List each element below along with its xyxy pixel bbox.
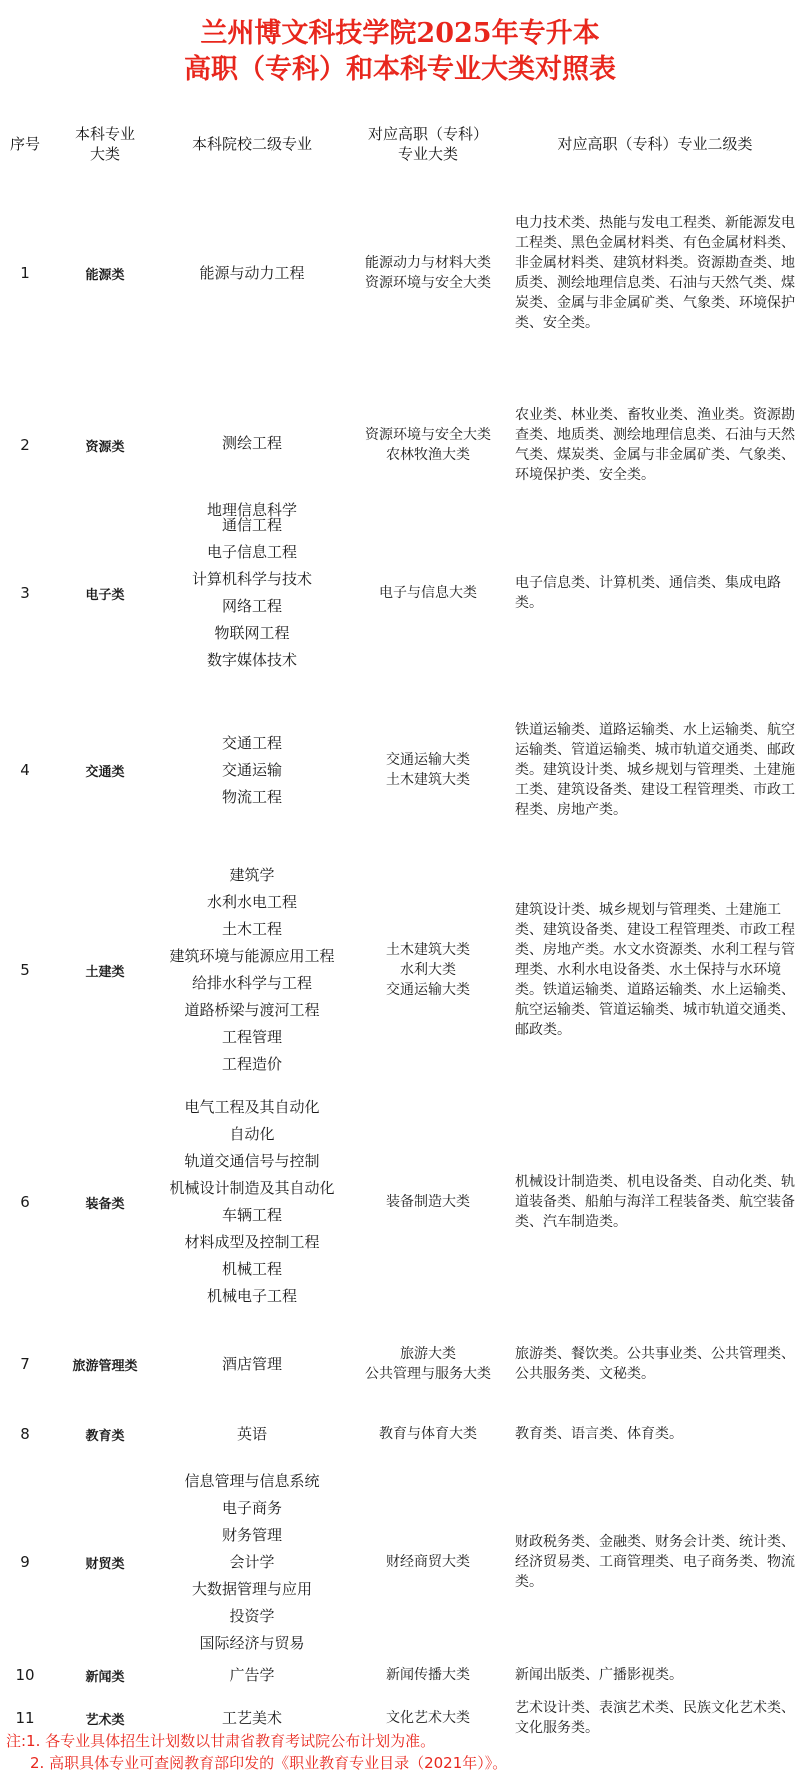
- note-line2: 2. 高职具体专业可查阅教育部印发的《职业教育专业目录（2021年）》。: [30, 1754, 508, 1772]
- major-item: 会计学: [229, 1552, 275, 1571]
- voc-category-item: 资源环境与安全大类: [365, 427, 491, 443]
- header-category-line2: 大类: [89, 145, 120, 163]
- row-majors: [158, 1412, 346, 1456]
- note-line1: 注:1. 各专业具体招生计划数以甘肃省教育考试院公布计划为准。: [6, 1732, 436, 1750]
- voc-category-item: 教育与体育大类: [379, 1426, 477, 1442]
- row-majors: [158, 1090, 346, 1314]
- major-item: 投资学: [229, 1606, 275, 1625]
- row-voc-secondary: 新闻出版类、广播影视类。: [515, 1667, 683, 1683]
- row-voc-category: [348, 1318, 508, 1410]
- header-voc-secondary: 对应高职（专科）专业二级类: [557, 135, 753, 153]
- voc-category-item: 资源环境与安全大类: [365, 275, 491, 291]
- major-item: 土木工程: [221, 920, 282, 938]
- row-voc-secondary: 财政税务类、金融类、财务会计类、统计类、经济贸易类、工商管理类、电子商务类、物流类。: [515, 1534, 795, 1590]
- major-item: 机械设计制造及其自动化: [169, 1179, 335, 1197]
- major-item: 轨道交通信号与控制: [184, 1152, 320, 1170]
- major-item: 国际经济与贸易: [199, 1633, 305, 1652]
- major-item: 材料成型及控制工程: [184, 1233, 320, 1251]
- voc-category-item: 交通运输大类: [386, 982, 470, 998]
- row-category: 土建类: [85, 964, 125, 980]
- major-item: 机械电子工程: [206, 1287, 297, 1305]
- voc-category-item: 新闻传播大类: [386, 1667, 470, 1683]
- major-item: 网络工程: [221, 597, 282, 615]
- major-item: 水利水电工程: [206, 893, 297, 911]
- header-category: [52, 112, 158, 176]
- row-seq: 11: [15, 1709, 35, 1727]
- row-voc-secondary: 教育类、语言类、体育类。: [515, 1426, 683, 1442]
- major-item: 工程造价: [221, 1055, 282, 1073]
- header-voc-category-line1: 对应高职（专科）: [367, 125, 488, 143]
- row-category: 教育类: [85, 1428, 125, 1444]
- row-voc-secondary: 旅游类、餐饮类。公共事业类、公共管理类、公共服务类、文秘类。: [515, 1346, 795, 1382]
- voc-category-item: 财经商贸大类: [386, 1554, 470, 1570]
- major-item: 信息管理与信息系统: [184, 1471, 320, 1490]
- row-seq: 5: [20, 961, 30, 979]
- row-category: 新闻类: [85, 1669, 125, 1685]
- major-item: 广告学: [229, 1665, 275, 1684]
- voc-category-item: 农林牧渔大类: [386, 447, 470, 463]
- major-item: 物联网工程: [214, 624, 290, 642]
- row-voc-category: [348, 1654, 508, 1696]
- header-seq: 序号: [9, 135, 40, 153]
- row-category: 装备类: [85, 1196, 125, 1212]
- major-item: 能源与动力工程: [199, 263, 305, 282]
- voc-category-item: 电子与信息大类: [379, 585, 477, 601]
- row-majors: [158, 690, 346, 850]
- major-item: 工程管理: [221, 1028, 282, 1046]
- row-majors: [158, 178, 346, 368]
- major-item: 测绘工程: [221, 434, 282, 452]
- major-item: 英语: [236, 1424, 267, 1443]
- row-seq: 7: [20, 1355, 30, 1373]
- major-item: 交通工程: [221, 733, 282, 752]
- major-item: 建筑环境与能源应用工程: [169, 947, 335, 965]
- row-category: 电子类: [85, 587, 125, 603]
- page-title-line2: 高职（专科）和本科专业大类对照表: [184, 54, 616, 85]
- major-item: 工艺美术: [221, 1708, 282, 1727]
- major-item: 电子信息工程: [206, 543, 297, 561]
- row-voc-category: [348, 510, 508, 676]
- major-item: 酒店管理: [221, 1354, 282, 1373]
- voc-category-item: 土木建筑大类: [386, 942, 470, 958]
- row-voc-secondary: 艺术设计类、表演艺术类、民族文化艺术类、文化服务类。: [515, 1700, 795, 1736]
- row-category: 资源类: [85, 439, 125, 455]
- row-category: 财贸类: [85, 1556, 125, 1572]
- major-item: 电子商务: [221, 1498, 282, 1517]
- voc-category-item: 土木建筑大类: [386, 772, 470, 788]
- row-voc-category: [348, 1412, 508, 1456]
- header-majors: 本科院校二级专业: [191, 135, 312, 153]
- major-item: 电气工程及其自动化: [184, 1098, 320, 1116]
- row-voc-secondary: 电子信息类、计算机类、通信类、集成电路类。: [515, 575, 781, 611]
- row-majors: [158, 390, 346, 519]
- voc-category-item: 装备制造大类: [386, 1194, 470, 1210]
- row-seq: 4: [20, 761, 30, 779]
- row-voc-category: [348, 1090, 508, 1314]
- row-voc-category: [348, 690, 508, 850]
- row-voc-category: [348, 390, 508, 500]
- major-item: 数字媒体技术: [206, 651, 297, 669]
- major-item: 大数据管理与应用: [191, 1579, 312, 1598]
- major-item: 自动化: [229, 1125, 275, 1143]
- major-item: 地理信息科学: [206, 501, 297, 519]
- major-item: 道路桥梁与渡河工程: [184, 1001, 320, 1019]
- major-item: 交通运输: [221, 760, 282, 779]
- row-seq: 3: [20, 584, 30, 602]
- row-majors: [158, 510, 346, 676]
- row-seq: 8: [20, 1425, 30, 1443]
- major-item: 车辆工程: [221, 1206, 282, 1224]
- major-item: 财务管理: [221, 1525, 282, 1544]
- major-item: 给排水科学与工程: [191, 974, 312, 992]
- voc-category-item: 文化艺术大类: [386, 1710, 470, 1726]
- row-majors: [158, 1654, 346, 1696]
- row-voc-secondary: 电力技术类、热能与发电工程类、新能源发电工程类、黑色金属材料类、有色金属材料类、非金属材料类、建筑材料类。资源勘查类、地质类、测绘地理信息类、石油与天然气类、煤炭类、金属与非金属矿类、气象类、环境保护类、安全类。: [515, 215, 795, 331]
- major-item: 建筑学: [229, 866, 275, 884]
- row-voc-secondary: 机械设计制造类、机电设备类、自动化类、轨道装备类、船舶与海洋工程装备类、航空装备类、汽车制造类。: [515, 1174, 795, 1230]
- row-voc-category: [348, 1468, 508, 1656]
- row-seq: 9: [20, 1553, 30, 1571]
- row-voc-secondary: 农业类、林业类、畜牧业类、渔业类。资源勘查类、地质类、测绘地理信息类、石油与天然气类、煤炭类、金属与非金属矿类、气象类、环境保护类、安全类。: [515, 407, 795, 483]
- voc-category-item: 公共管理与服务大类: [365, 1366, 491, 1382]
- major-item: 通信工程: [221, 516, 282, 534]
- row-majors: [158, 1468, 346, 1656]
- voc-category-item: 水利大类: [400, 962, 456, 978]
- row-majors: [158, 1318, 346, 1410]
- row-category: 能源类: [85, 267, 125, 283]
- row-seq: 2: [20, 436, 30, 454]
- page-title-line1: 兰州博文科技学院2025年专升本: [200, 18, 600, 49]
- row-voc-category: [348, 178, 508, 368]
- major-item: 物流工程: [221, 787, 282, 806]
- row-category: 旅游管理类: [72, 1358, 138, 1374]
- major-item: 机械工程: [221, 1260, 282, 1278]
- header-voc-category: [348, 112, 508, 176]
- row-category: 艺术类: [85, 1712, 125, 1728]
- row-seq: 1: [20, 264, 30, 282]
- major-item: 计算机科学与技术: [191, 570, 312, 588]
- voc-category-item: 旅游大类: [400, 1346, 456, 1362]
- header-category-line1: 本科专业: [74, 125, 135, 143]
- header-voc-category-line2: 专业大类: [397, 145, 458, 163]
- row-voc-secondary: 建筑设计类、城乡规划与管理类、土建施工类、建筑设备类、建设工程管理类、市政工程类、房地产类。水文水资源类、水利工程与管理类、水利水电设备类、水土保持与水环境类。铁道运输类、道路运输类、水上运输类、航空运输类、管道运输类、城市轨道交通类、邮政类。: [515, 902, 795, 1038]
- row-majors: [158, 858, 346, 1082]
- row-voc-secondary: 铁道运输类、道路运输类、水上运输类、航空运输类、管道运输类、城市轨道交通类、邮政类。建筑设计类、城乡规划与管理类、土建施工类、建筑设备类、建设工程管理类、市政工程类、房地产类。: [515, 722, 795, 818]
- row-voc-category: [348, 858, 508, 1082]
- row-category: 交通类: [85, 764, 125, 780]
- row-seq: 10: [15, 1666, 35, 1684]
- voc-category-item: 能源动力与材料大类: [365, 255, 491, 271]
- voc-category-item: 交通运输大类: [386, 752, 470, 768]
- row-seq: 6: [20, 1193, 30, 1211]
